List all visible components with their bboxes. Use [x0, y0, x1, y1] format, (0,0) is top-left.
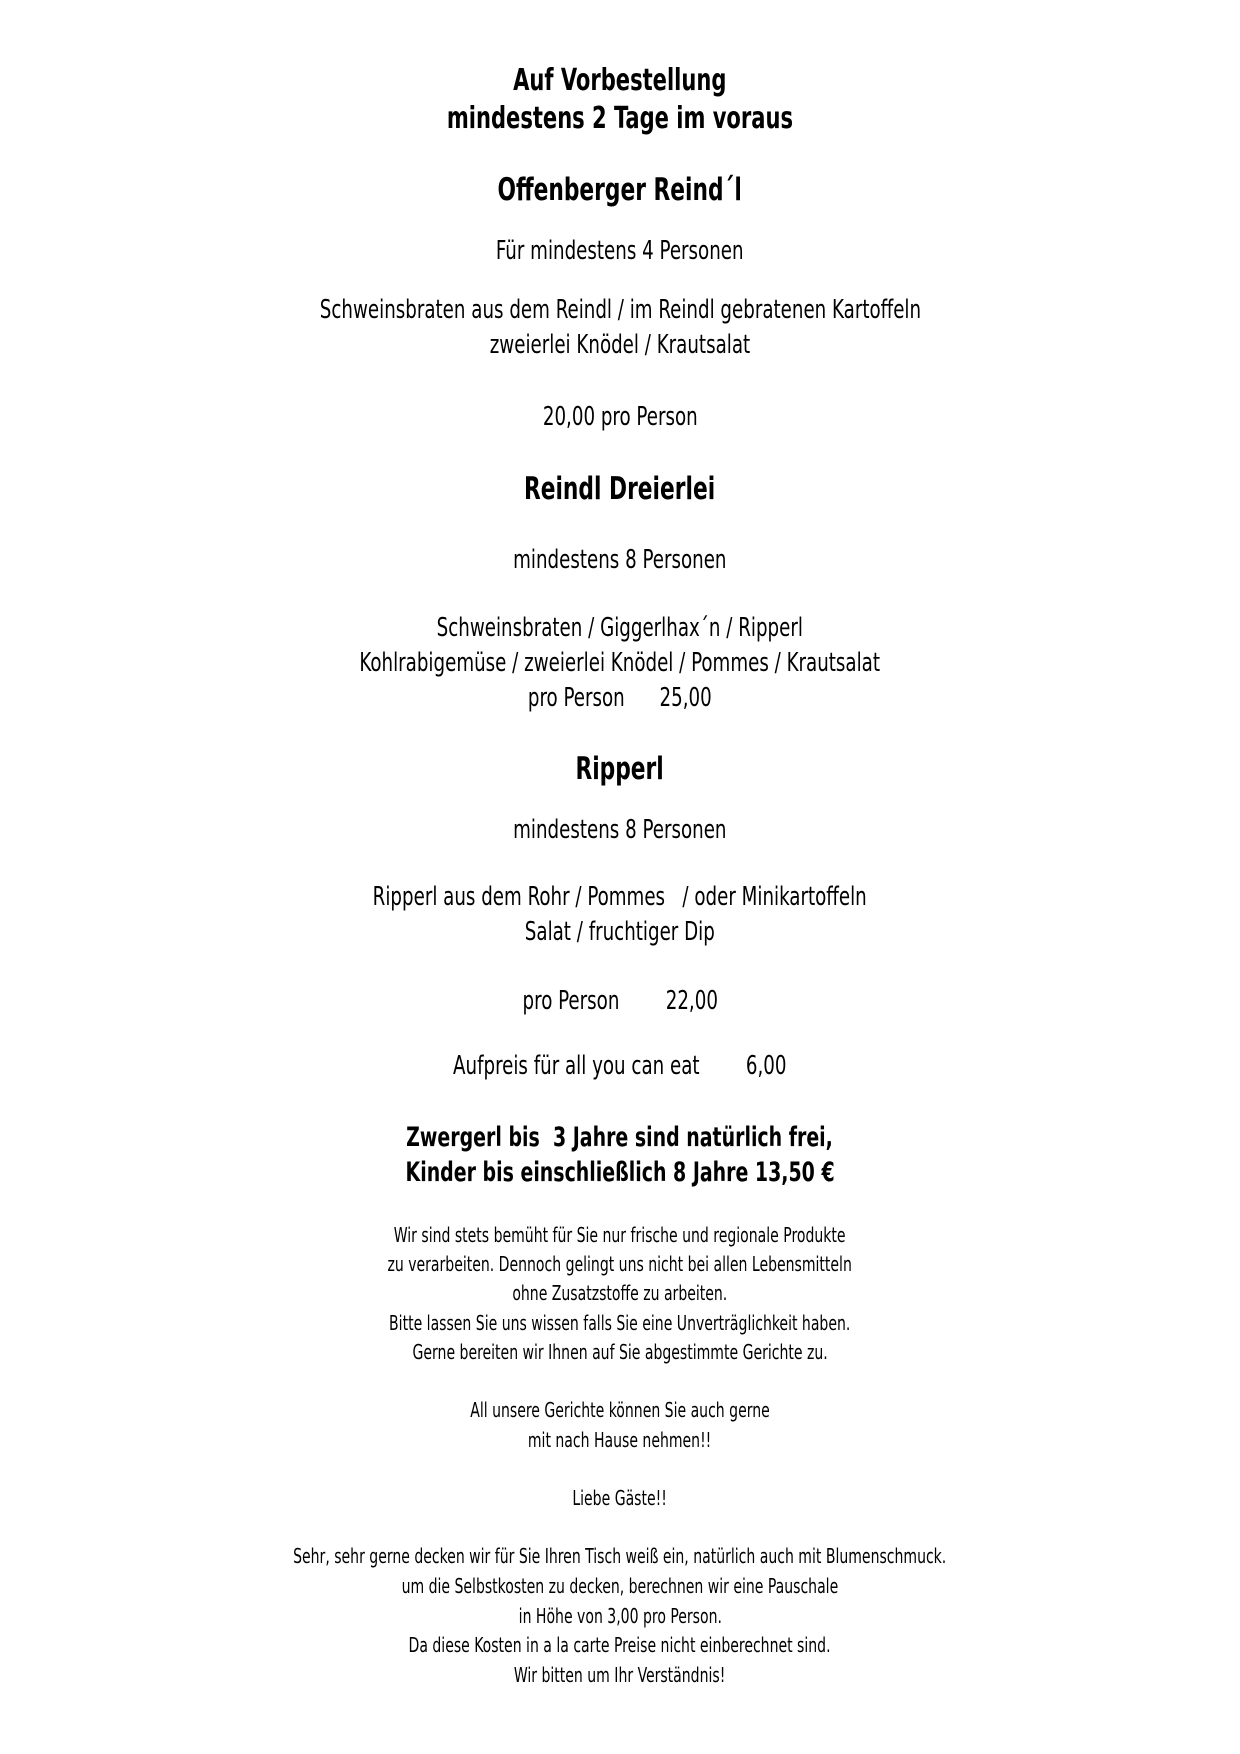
header-line-2: mindestens 2 Tage im voraus	[446, 101, 794, 136]
info-line: Wir sind stets bemüht für Sie nur frische und regionale Produkte	[394, 1223, 846, 1247]
section-persons: mindestens 8 Personen	[513, 545, 727, 575]
section-description-line: Schweinsbraten / Giggerlhax´n / Ripperl	[436, 613, 804, 643]
section-price: 20,00 pro Person	[542, 402, 698, 432]
info-line: Bitte lassen Sie uns wissen falls Sie eine Unverträglichkeit haben.	[389, 1311, 851, 1335]
info-line: ohne Zusatzstoffe zu arbeiten.	[512, 1281, 728, 1305]
section-price: pro Person 25,00	[528, 683, 712, 713]
section-price: pro Person 22,00	[522, 986, 718, 1016]
section-persons: Für mindestens 4 Personen	[496, 236, 744, 266]
greeting: Liebe Gäste!!	[572, 1486, 668, 1510]
section-title-ripperl: Ripperl	[575, 751, 665, 787]
section-description-line: Kohlrabigemüse / zweierlei Knödel / Pommes / Krautsalat	[359, 648, 881, 678]
info-line: zu verarbeiten. Dennoch gelingt uns nicht bei allen Lebensmitteln	[387, 1252, 853, 1276]
takeaway-line: mit nach Hause nehmen!!	[528, 1428, 712, 1452]
closing-line: Da diese Kosten in a la carte Preise nicht einberechnet sind.	[408, 1633, 832, 1657]
section-title-offenberger: Offenberger Reind´l	[497, 172, 743, 208]
kids-note-line-1: Zwergerl bis 3 Jahre sind natürlich frei,	[406, 1122, 834, 1153]
info-line: Gerne bereiten wir Ihnen auf Sie abgestimmte Gerichte zu.	[412, 1340, 828, 1364]
section-description-line: zweierlei Knödel / Krautsalat	[489, 330, 751, 360]
closing-line: Wir bitten um Ihr Verständnis!	[514, 1663, 726, 1687]
section-persons: mindestens 8 Personen	[513, 815, 727, 845]
section-title-reindl-dreierlei: Reindl Dreierlei	[524, 471, 716, 507]
section-extra-price: Aufpreis für all you can eat 6,00	[453, 1051, 787, 1081]
closing-line: Sehr, sehr gerne decken wir für Sie Ihren Tisch weiß ein, natürlich auch mit Blumenschmuck.	[293, 1544, 947, 1568]
section-description-line: Ripperl aus dem Rohr / Pommes / oder Minikartoffeln	[372, 882, 868, 912]
closing-line: in Höhe von 3,00 pro Person.	[518, 1604, 722, 1628]
kids-note-line-2: Kinder bis einschließlich 8 Jahre 13,50 €	[405, 1157, 835, 1188]
header-line-1: Auf Vorbestellung	[513, 63, 727, 98]
section-description-line: Schweinsbraten aus dem Reindl / im Reindl gebratenen Kartoffeln	[319, 295, 921, 325]
section-description-line: Salat / fruchtiger Dip	[524, 917, 715, 947]
takeaway-line: All unsere Gerichte können Sie auch gerne	[470, 1398, 770, 1422]
closing-line: um die Selbstkosten zu decken, berechnen wir eine Pauschale	[401, 1574, 839, 1598]
